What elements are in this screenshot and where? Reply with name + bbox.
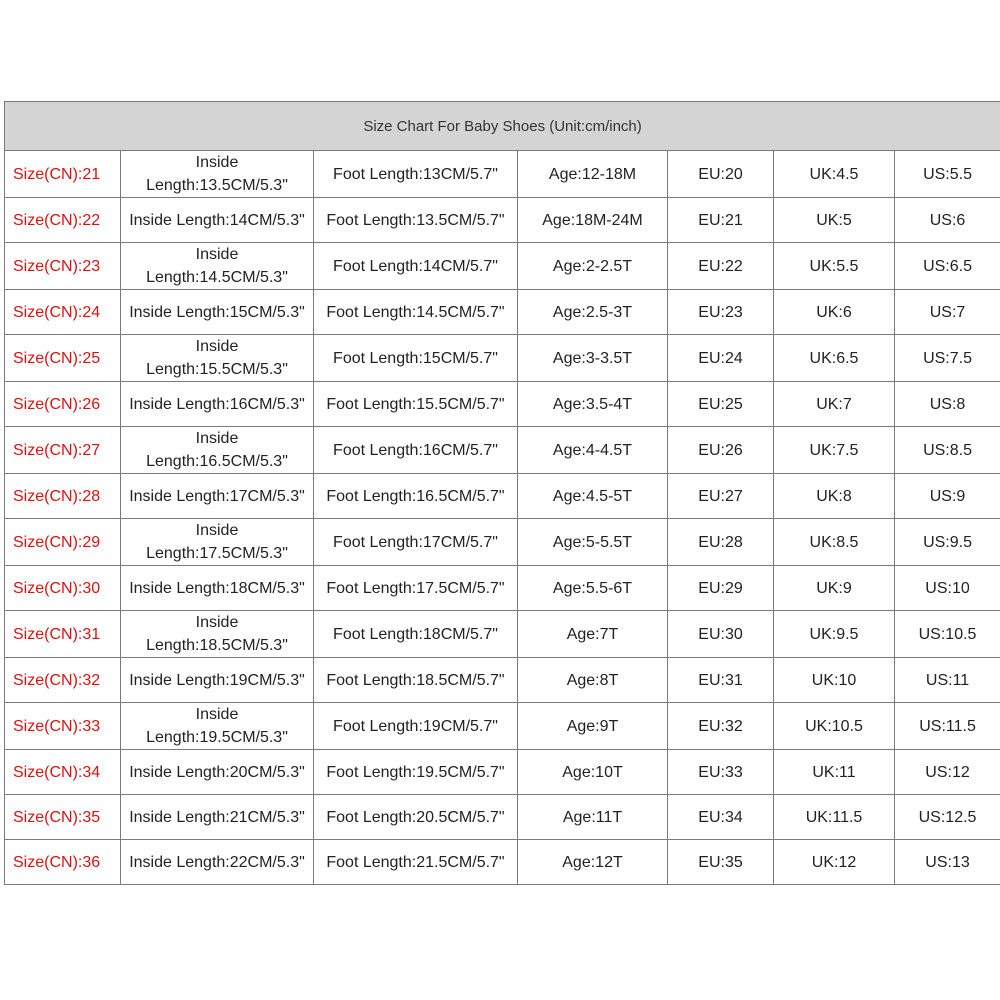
age-cell: Age:18M-24M bbox=[518, 198, 668, 243]
table-row bbox=[5, 335, 1000, 382]
chart-body bbox=[5, 151, 1000, 885]
us-size-cell: US:12.5 bbox=[895, 795, 1000, 840]
table-row bbox=[5, 198, 1000, 243]
table-row bbox=[5, 290, 1000, 335]
us-size-cell: US:6 bbox=[895, 198, 1000, 243]
table-row bbox=[5, 611, 1000, 658]
eu-size-cell: EU:31 bbox=[668, 658, 774, 703]
inside-length-cell: Inside Length:17.5CM/5.3" bbox=[121, 519, 314, 566]
uk-size-cell: UK:5 bbox=[774, 198, 895, 243]
inside-length-cell: Inside Length:22CM/5.3" bbox=[121, 840, 314, 885]
uk-size-cell: UK:6.5 bbox=[774, 335, 895, 382]
foot-length-cell: Foot Length:21.5CM/5.7" bbox=[314, 840, 518, 885]
uk-size-cell: UK:11 bbox=[774, 750, 895, 795]
size-cn-cell: Size(CN):33 bbox=[5, 703, 121, 750]
table-row bbox=[5, 519, 1000, 566]
table-row bbox=[5, 658, 1000, 703]
size-cn-cell: Size(CN):26 bbox=[5, 382, 121, 427]
foot-length-cell: Foot Length:15CM/5.7" bbox=[314, 335, 518, 382]
inside-length-cell: Inside Length:16CM/5.3" bbox=[121, 382, 314, 427]
table-row bbox=[5, 566, 1000, 611]
size-cn-cell: Size(CN):29 bbox=[5, 519, 121, 566]
foot-length-cell: Foot Length:17.5CM/5.7" bbox=[314, 566, 518, 611]
table-row bbox=[5, 474, 1000, 519]
us-size-cell: US:6.5 bbox=[895, 243, 1000, 290]
eu-size-cell: EU:20 bbox=[668, 151, 774, 198]
uk-size-cell: UK:7.5 bbox=[774, 427, 895, 474]
us-size-cell: US:11 bbox=[895, 658, 1000, 703]
age-cell: Age:12-18M bbox=[518, 151, 668, 198]
size-cn-cell: Size(CN):25 bbox=[5, 335, 121, 382]
table-row bbox=[5, 382, 1000, 427]
foot-length-cell: Foot Length:18CM/5.7" bbox=[314, 611, 518, 658]
size-cn-cell: Size(CN):22 bbox=[5, 198, 121, 243]
size-cn-cell: Size(CN):35 bbox=[5, 795, 121, 840]
us-size-cell: US:11.5 bbox=[895, 703, 1000, 750]
uk-size-cell: UK:8 bbox=[774, 474, 895, 519]
age-cell: Age:9T bbox=[518, 703, 668, 750]
age-cell: Age:2.5-3T bbox=[518, 290, 668, 335]
age-cell: Age:11T bbox=[518, 795, 668, 840]
uk-size-cell: UK:5.5 bbox=[774, 243, 895, 290]
eu-size-cell: EU:22 bbox=[668, 243, 774, 290]
inside-length-cell: Inside Length:15CM/5.3" bbox=[121, 290, 314, 335]
size-cn-cell: Size(CN):34 bbox=[5, 750, 121, 795]
inside-length-cell: Inside Length:15.5CM/5.3" bbox=[121, 335, 314, 382]
size-cn-cell: Size(CN):30 bbox=[5, 566, 121, 611]
size-cn-cell: Size(CN):23 bbox=[5, 243, 121, 290]
us-size-cell: US:10 bbox=[895, 566, 1000, 611]
inside-length-cell: Inside Length:19CM/5.3" bbox=[121, 658, 314, 703]
us-size-cell: US:8 bbox=[895, 382, 1000, 427]
us-size-cell: US:9 bbox=[895, 474, 1000, 519]
eu-size-cell: EU:23 bbox=[668, 290, 774, 335]
uk-size-cell: UK:8.5 bbox=[774, 519, 895, 566]
inside-length-cell: Inside Length:14.5CM/5.3" bbox=[121, 243, 314, 290]
uk-size-cell: UK:9 bbox=[774, 566, 895, 611]
uk-size-cell: UK:11.5 bbox=[774, 795, 895, 840]
uk-size-cell: UK:10 bbox=[774, 658, 895, 703]
table-row bbox=[5, 703, 1000, 750]
inside-length-cell: Inside Length:19.5CM/5.3" bbox=[121, 703, 314, 750]
foot-length-cell: Foot Length:13CM/5.7" bbox=[314, 151, 518, 198]
size-cn-cell: Size(CN):36 bbox=[5, 840, 121, 885]
foot-length-cell: Foot Length:16CM/5.7" bbox=[314, 427, 518, 474]
inside-length-cell: Inside Length:14CM/5.3" bbox=[121, 198, 314, 243]
inside-length-cell: Inside Length:18CM/5.3" bbox=[121, 566, 314, 611]
us-size-cell: US:8.5 bbox=[895, 427, 1000, 474]
uk-size-cell: UK:12 bbox=[774, 840, 895, 885]
uk-size-cell: UK:7 bbox=[774, 382, 895, 427]
age-cell: Age:5.5-6T bbox=[518, 566, 668, 611]
size-cn-cell: Size(CN):24 bbox=[5, 290, 121, 335]
table-row bbox=[5, 840, 1000, 885]
us-size-cell: US:7.5 bbox=[895, 335, 1000, 382]
table-row bbox=[5, 243, 1000, 290]
size-chart-table bbox=[4, 101, 1000, 885]
eu-size-cell: EU:28 bbox=[668, 519, 774, 566]
eu-size-cell: EU:27 bbox=[668, 474, 774, 519]
foot-length-cell: Foot Length:18.5CM/5.7" bbox=[314, 658, 518, 703]
size-cn-cell: Size(CN):32 bbox=[5, 658, 121, 703]
uk-size-cell: UK:10.5 bbox=[774, 703, 895, 750]
eu-size-cell: EU:34 bbox=[668, 795, 774, 840]
eu-size-cell: EU:32 bbox=[668, 703, 774, 750]
foot-length-cell: Foot Length:13.5CM/5.7" bbox=[314, 198, 518, 243]
eu-size-cell: EU:30 bbox=[668, 611, 774, 658]
age-cell: Age:4-4.5T bbox=[518, 427, 668, 474]
foot-length-cell: Foot Length:15.5CM/5.7" bbox=[314, 382, 518, 427]
us-size-cell: US:5.5 bbox=[895, 151, 1000, 198]
foot-length-cell: Foot Length:14CM/5.7" bbox=[314, 243, 518, 290]
uk-size-cell: UK:6 bbox=[774, 290, 895, 335]
eu-size-cell: EU:24 bbox=[668, 335, 774, 382]
us-size-cell: US:13 bbox=[895, 840, 1000, 885]
eu-size-cell: EU:35 bbox=[668, 840, 774, 885]
size-cn-cell: Size(CN):27 bbox=[5, 427, 121, 474]
size-cn-cell: Size(CN):28 bbox=[5, 474, 121, 519]
title-row bbox=[5, 102, 1000, 151]
foot-length-cell: Foot Length:16.5CM/5.7" bbox=[314, 474, 518, 519]
age-cell: Age:5-5.5T bbox=[518, 519, 668, 566]
us-size-cell: US:12 bbox=[895, 750, 1000, 795]
inside-length-cell: Inside Length:21CM/5.3" bbox=[121, 795, 314, 840]
age-cell: Age:2-2.5T bbox=[518, 243, 668, 290]
foot-length-cell: Foot Length:17CM/5.7" bbox=[314, 519, 518, 566]
age-cell: Age:10T bbox=[518, 750, 668, 795]
inside-length-cell: Inside Length:13.5CM/5.3" bbox=[121, 151, 314, 198]
age-cell: Age:4.5-5T bbox=[518, 474, 668, 519]
us-size-cell: US:7 bbox=[895, 290, 1000, 335]
eu-size-cell: EU:26 bbox=[668, 427, 774, 474]
table-row bbox=[5, 427, 1000, 474]
size-cn-cell: Size(CN):21 bbox=[5, 151, 121, 198]
foot-length-cell: Foot Length:14.5CM/5.7" bbox=[314, 290, 518, 335]
foot-length-cell: Foot Length:19CM/5.7" bbox=[314, 703, 518, 750]
table-row bbox=[5, 151, 1000, 198]
eu-size-cell: EU:29 bbox=[668, 566, 774, 611]
chart-title: Size Chart For Baby Shoes (Unit:cm/inch) bbox=[5, 102, 1000, 151]
inside-length-cell: Inside Length:16.5CM/5.3" bbox=[121, 427, 314, 474]
age-cell: Age:8T bbox=[518, 658, 668, 703]
eu-size-cell: EU:25 bbox=[668, 382, 774, 427]
age-cell: Age:12T bbox=[518, 840, 668, 885]
uk-size-cell: UK:4.5 bbox=[774, 151, 895, 198]
age-cell: Age:7T bbox=[518, 611, 668, 658]
age-cell: Age:3-3.5T bbox=[518, 335, 668, 382]
table-row bbox=[5, 795, 1000, 840]
table-row bbox=[5, 750, 1000, 795]
age-cell: Age:3.5-4T bbox=[518, 382, 668, 427]
inside-length-cell: Inside Length:18.5CM/5.3" bbox=[121, 611, 314, 658]
us-size-cell: US:10.5 bbox=[895, 611, 1000, 658]
foot-length-cell: Foot Length:20.5CM/5.7" bbox=[314, 795, 518, 840]
foot-length-cell: Foot Length:19.5CM/5.7" bbox=[314, 750, 518, 795]
uk-size-cell: UK:9.5 bbox=[774, 611, 895, 658]
inside-length-cell: Inside Length:17CM/5.3" bbox=[121, 474, 314, 519]
eu-size-cell: EU:33 bbox=[668, 750, 774, 795]
eu-size-cell: EU:21 bbox=[668, 198, 774, 243]
inside-length-cell: Inside Length:20CM/5.3" bbox=[121, 750, 314, 795]
size-cn-cell: Size(CN):31 bbox=[5, 611, 121, 658]
us-size-cell: US:9.5 bbox=[895, 519, 1000, 566]
